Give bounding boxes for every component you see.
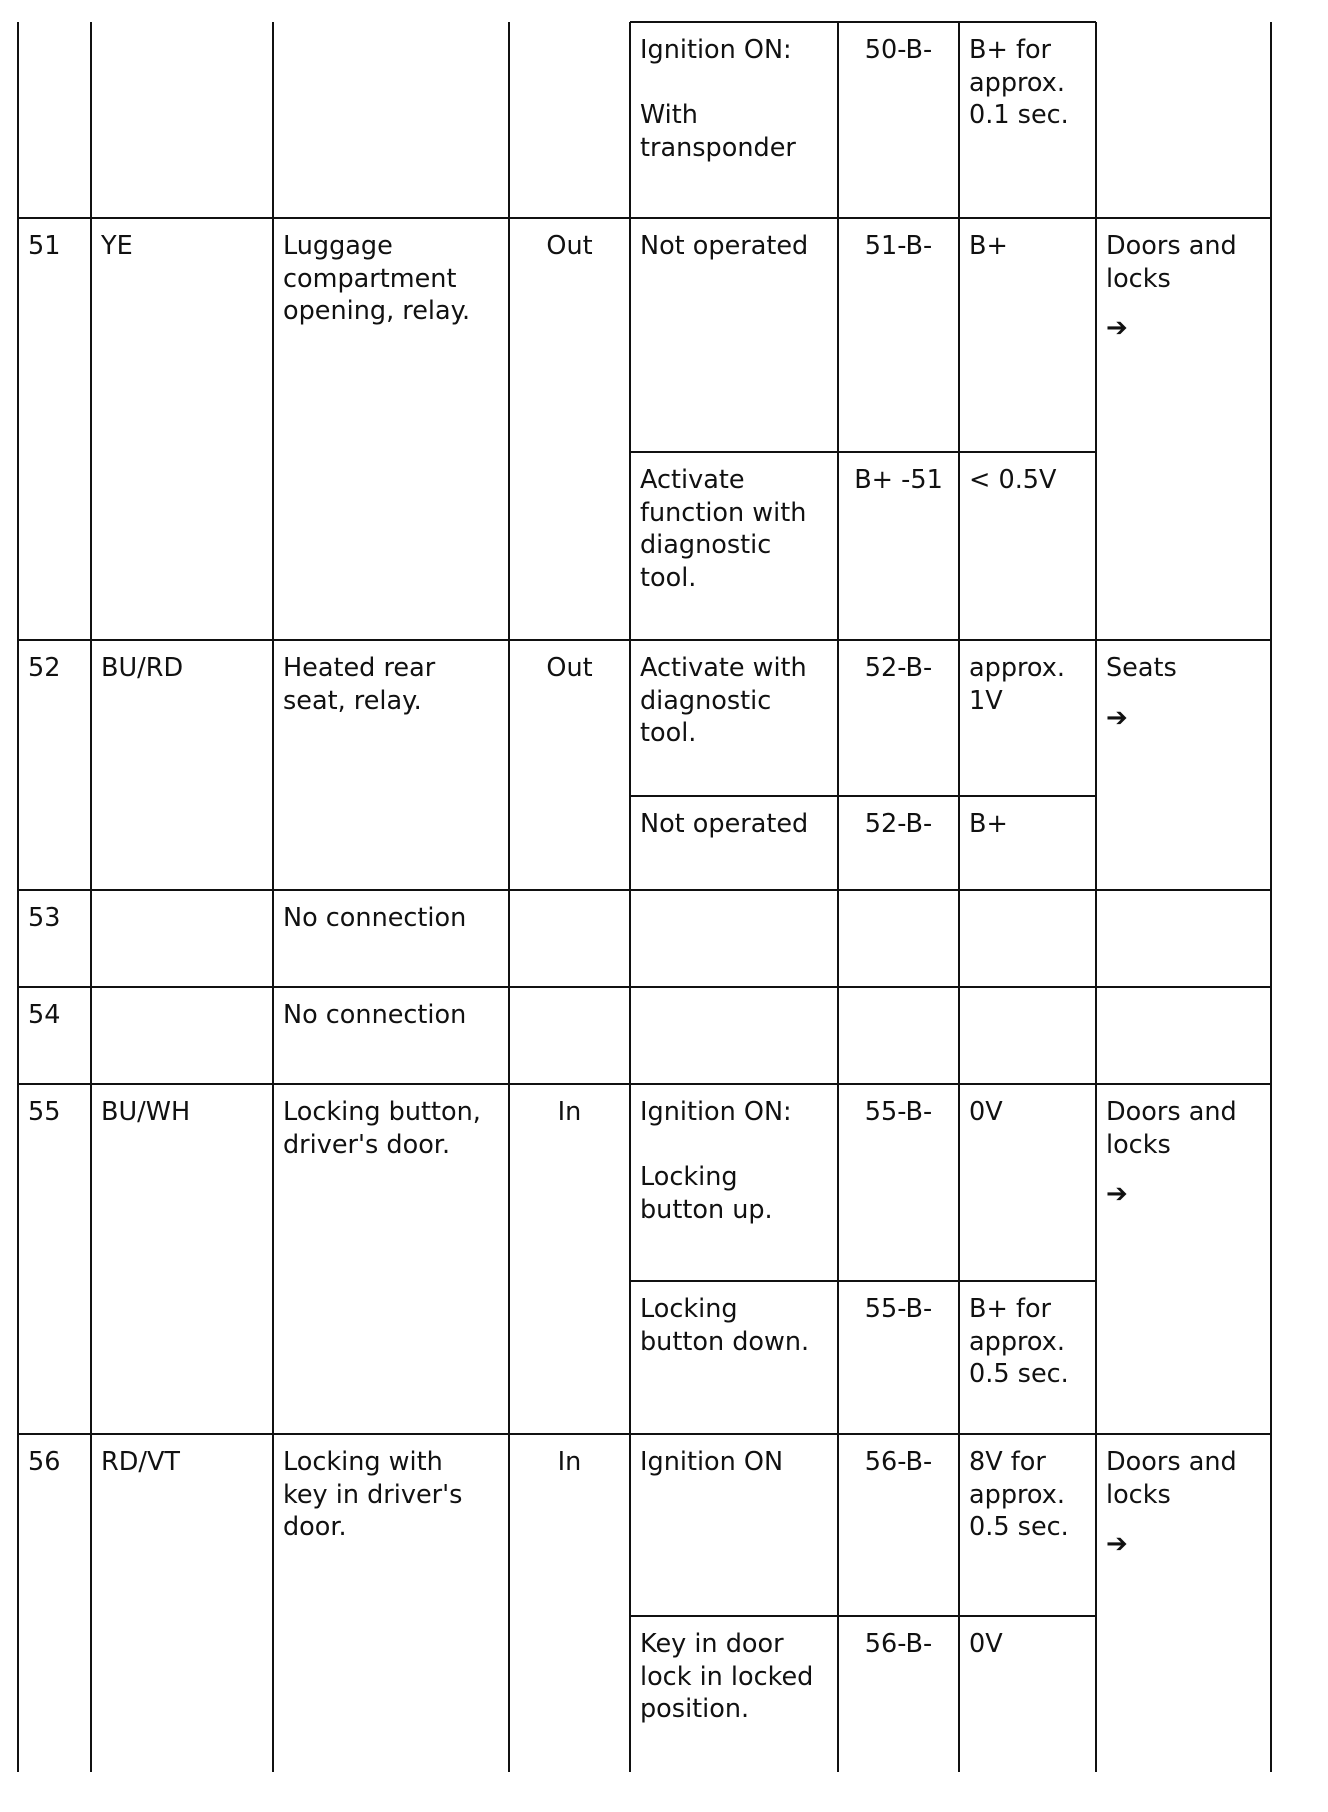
table-column-rule xyxy=(1095,22,1097,1772)
pin-description: Heated rear seat, relay. xyxy=(283,653,436,716)
test-condition: Not operated xyxy=(640,231,809,261)
right-arrow-icon[interactable]: ➔ xyxy=(1106,313,1128,343)
reference-link[interactable]: Doors and locks xyxy=(1106,1097,1237,1160)
pin-description: No connection xyxy=(283,903,467,933)
reference-link[interactable]: Seats xyxy=(1106,653,1177,683)
test-condition: Ignition ON: Locking button up. xyxy=(640,1097,792,1225)
measuring-point: 52-B- xyxy=(864,653,933,683)
table-row-rule xyxy=(18,1433,1271,1435)
reference-link[interactable]: Doors and locks xyxy=(1106,231,1237,294)
table-column-rule xyxy=(1270,22,1272,1772)
test-condition: Ignition ON: With transponder xyxy=(640,35,796,163)
nominal-value: B+ for approx. 0.5 sec. xyxy=(969,1294,1069,1389)
table-column-rule xyxy=(837,22,839,1772)
wire-color: YE xyxy=(101,231,133,261)
nominal-value: 0V xyxy=(969,1629,1003,1659)
nominal-value: B+ xyxy=(969,809,1008,839)
pin-number: 53 xyxy=(28,903,61,933)
test-condition: Key in door lock in locked position. xyxy=(640,1629,814,1724)
pin-description: Luggage compartment opening, relay. xyxy=(283,231,471,326)
right-arrow-icon[interactable]: ➔ xyxy=(1106,702,1128,733)
measuring-point: 52-B- xyxy=(864,809,933,839)
signal-direction: Out xyxy=(546,653,593,683)
test-condition: Not operated xyxy=(640,809,809,839)
pin-number: 51 xyxy=(28,231,61,261)
nominal-value: < 0.5V xyxy=(969,465,1057,495)
table-row-rule xyxy=(630,451,1096,453)
wire-color: RD/VT xyxy=(101,1447,180,1477)
pin-description: Locking button, driver's door. xyxy=(283,1097,481,1160)
signal-direction: Out xyxy=(546,231,593,261)
table-row-rule xyxy=(18,639,1271,641)
reference-link[interactable]: Doors and locks xyxy=(1106,1447,1237,1510)
right-arrow-icon[interactable]: ➔ xyxy=(1106,1179,1128,1209)
pin-number: 55 xyxy=(28,1097,61,1127)
pin-description: No connection xyxy=(283,1000,467,1030)
measuring-point: 55-B- xyxy=(864,1097,933,1127)
measuring-point: 56-B- xyxy=(864,1447,933,1477)
nominal-value: B+ for approx. 0.1 sec. xyxy=(969,35,1069,130)
table-row-rule xyxy=(630,1615,1096,1617)
pin-number: 52 xyxy=(28,653,61,683)
table-row-rule xyxy=(18,1083,1271,1085)
pin-description: Locking with key in driver's door. xyxy=(283,1447,463,1542)
signal-direction: In xyxy=(557,1097,582,1127)
nominal-value: approx. 1V xyxy=(969,653,1065,716)
test-condition: Ignition ON xyxy=(640,1447,784,1477)
pin-number: 54 xyxy=(28,1000,61,1030)
right-arrow-icon[interactable]: ➔ xyxy=(1106,1529,1128,1559)
table-row-rule xyxy=(18,889,1271,891)
wire-color: BU/WH xyxy=(101,1097,191,1127)
table-row-rule xyxy=(630,795,1096,797)
nominal-value: 8V for approx. 0.5 sec. xyxy=(969,1447,1069,1542)
measuring-point: B+ -51 xyxy=(854,465,943,495)
table-column-rule xyxy=(958,22,960,1772)
table-column-rule xyxy=(272,22,274,1772)
test-condition: Activate function with diagnostic tool. xyxy=(640,465,807,593)
table-row-rule xyxy=(630,21,1096,23)
test-condition: Locking button down. xyxy=(640,1294,810,1357)
signal-direction: In xyxy=(557,1447,582,1477)
table-row-rule xyxy=(18,217,1271,219)
measuring-point: 56-B- xyxy=(864,1629,933,1659)
table-column-rule xyxy=(90,22,92,1772)
table-column-rule xyxy=(508,22,510,1772)
test-condition: Activate with diagnostic tool. xyxy=(640,653,807,748)
measuring-point: 55-B- xyxy=(864,1294,933,1324)
table-column-rule xyxy=(17,22,19,1772)
measuring-point: 51-B- xyxy=(864,231,933,261)
nominal-value: B+ xyxy=(969,231,1008,261)
table-row-rule xyxy=(630,1280,1096,1282)
wire-color: BU/RD xyxy=(101,653,184,683)
measuring-point: 50-B- xyxy=(864,35,933,65)
table-column-rule xyxy=(629,22,631,1772)
table-row-rule xyxy=(18,986,1271,988)
pin-number: 56 xyxy=(28,1447,61,1477)
nominal-value: 0V xyxy=(969,1097,1003,1127)
